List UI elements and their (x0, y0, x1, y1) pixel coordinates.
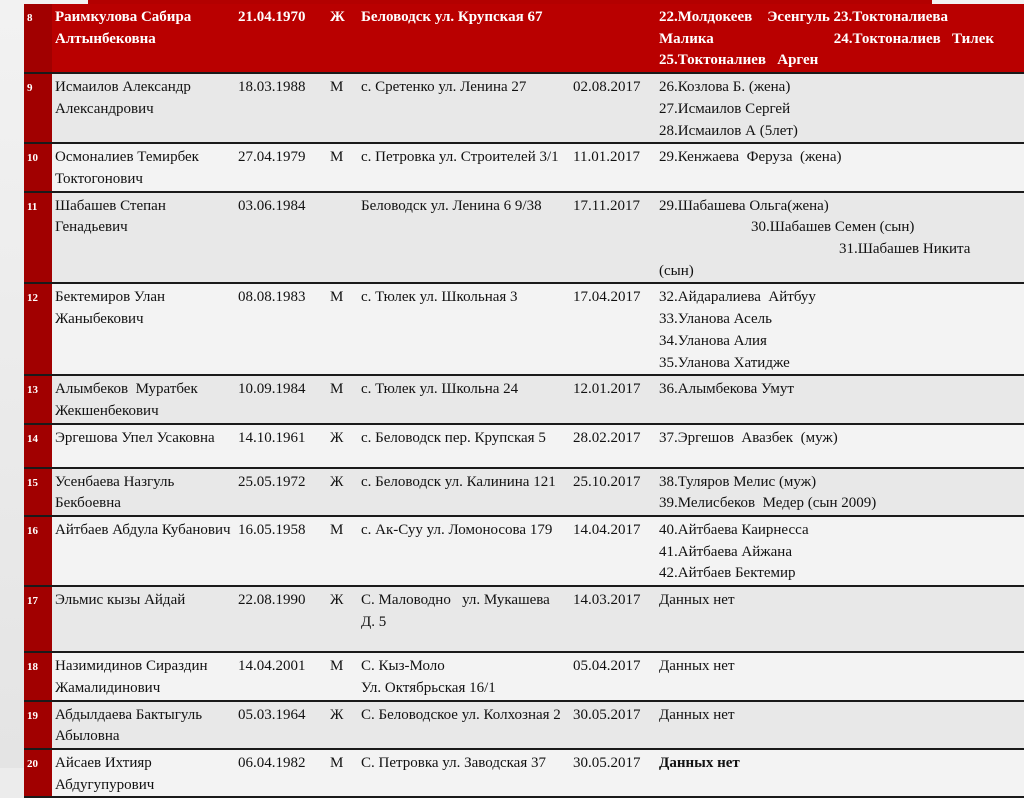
relative-entry: (сын) (659, 262, 694, 279)
relatives-cell (656, 283, 1024, 375)
row-number: 18 (24, 652, 52, 700)
birth-date-cell: 14.04.2001 (235, 652, 327, 700)
relative-entry: Данных нет (659, 592, 735, 609)
address-cell: с. Петровка ул. Строителей 3/1 (358, 143, 570, 191)
date-cell: 14.03.2017 (570, 586, 656, 652)
date-cell: 28.02.2017 (570, 424, 656, 468)
date-cell: 17.04.2017 (570, 283, 656, 375)
date-cell: 30.05.2017 (570, 701, 656, 749)
row-number: 19 (24, 701, 52, 749)
relative-entry: 30.Шабашев Семен (сын) (751, 219, 915, 236)
relative-entry: Данных нет (659, 706, 735, 723)
table-row (24, 143, 1024, 191)
address-cell: с. Беловодск ул. Калинина 121 (358, 468, 570, 516)
sex-cell: М (327, 73, 358, 143)
birth-date-cell: 22.08.1990 (235, 586, 327, 652)
table-row (24, 468, 1024, 516)
relative-entry: 22.Молдокеев Эсенгуль 23.Токтоналиева (659, 9, 949, 25)
sex-cell: Ж (327, 424, 358, 468)
date-cell: 02.08.2017 (570, 73, 656, 143)
birth-date-cell: 03.06.1984 (235, 192, 327, 284)
table-row (24, 375, 1024, 423)
row-number: 8 (24, 4, 52, 73)
birth-date-cell: 25.05.1972 (235, 468, 327, 516)
row-number: 9 (24, 73, 52, 143)
relative-entry: 41.Айтбаева Айжана (659, 543, 792, 560)
table-row (24, 4, 1024, 73)
row-number: 12 (24, 283, 52, 375)
address-cell: с. Ак-Суу ул. Ломоносова 179 (358, 516, 570, 586)
relative-entry: 27.Исмаилов Сергей (659, 100, 791, 117)
row-number: 15 (24, 468, 52, 516)
sex-cell: Ж (327, 701, 358, 749)
relative-entry: 36.Алымбекова Умут (659, 381, 794, 398)
date-cell: 12.01.2017 (570, 375, 656, 423)
date-cell: 14.04.2017 (570, 516, 656, 586)
full-name-cell: Бектемиров Улан Жаныбекович (52, 283, 235, 375)
persons-table (24, 4, 1024, 798)
sex-cell: М (327, 749, 358, 797)
address-cell: Беловодск ул. Крупская 67 (358, 4, 570, 73)
sex-cell: М (327, 516, 358, 586)
table-row (24, 73, 1024, 143)
sex-cell (327, 192, 358, 284)
relative-entry: 28.Исмаилов А (5лет) (659, 122, 798, 139)
birth-date-cell: 05.03.1964 (235, 701, 327, 749)
relative-entry: 42.Айтбаев Бектемир (659, 565, 796, 582)
relatives-cell (656, 375, 1024, 423)
sex-cell: Ж (327, 586, 358, 652)
birth-date-cell: 21.04.1970 (235, 4, 327, 73)
sex-cell: М (327, 652, 358, 700)
full-name-cell: Алымбеков Муратбек Жекшенбекович (52, 375, 235, 423)
relative-entry: 33.Уланова Асель (659, 311, 772, 328)
row-number: 13 (24, 375, 52, 423)
full-name-cell: Айсаев Ихтияр Абдугупурович (52, 749, 235, 797)
row-number: 16 (24, 516, 52, 586)
relatives-cell (656, 4, 1024, 73)
relatives-cell (656, 143, 1024, 191)
sex-cell: М (327, 143, 358, 191)
table-row (24, 586, 1024, 652)
address-cell: С. Беловодское ул. Колхозная 2 (358, 701, 570, 749)
relative-entry: 29.Шабашева Ольга(жена) (659, 197, 829, 214)
full-name-cell: Эльмис кызы Айдай (52, 586, 235, 652)
relative-entry: 32.Айдаралиева Айтбуу (659, 289, 816, 306)
sex-cell: М (327, 283, 358, 375)
date-cell: 11.01.2017 (570, 143, 656, 191)
full-name-cell: Усенбаева Назгуль Бекбоевна (52, 468, 235, 516)
relatives-cell (656, 701, 1024, 749)
table-body (24, 4, 1024, 797)
relatives-cell (656, 73, 1024, 143)
address-cell: с. Тюлек ул. Школьна 24 (358, 375, 570, 423)
relatives-cell (656, 652, 1024, 700)
address-cell: С. Петровка ул. Заводская 37 (358, 749, 570, 797)
row-number: 10 (24, 143, 52, 191)
relative-entry: 34.Уланова Алия (659, 332, 767, 349)
relative-entry: 37.Эргешов Авазбек (муж) (659, 429, 838, 446)
relative-entry: 31.Шабашев Никита (839, 241, 971, 258)
birth-date-cell: 18.03.1988 (235, 73, 327, 143)
relatives-cell (656, 424, 1024, 468)
date-cell: 17.11.2017 (570, 192, 656, 284)
relative-entry: Малика 24.Токтоналиев Тилек (659, 30, 994, 47)
relative-entry: 38.Туляров Мелис (муж) (659, 473, 817, 490)
row-number: 17 (24, 586, 52, 652)
date-cell (570, 4, 656, 73)
relative-entry: 40.Айтбаева Каирнесса (659, 522, 809, 539)
date-cell: 05.04.2017 (570, 652, 656, 700)
relative-entry: 26.Козлова Б. (жена) (659, 79, 791, 96)
address-cell: Беловодск ул. Ленина 6 9/38 (358, 192, 570, 284)
table-row (24, 749, 1024, 797)
relatives-cell (656, 516, 1024, 586)
birth-date-cell: 27.04.1979 (235, 143, 327, 191)
row-number: 11 (24, 192, 52, 284)
full-name-cell: Назимидинов Сираздин Жамалидинович (52, 652, 235, 700)
relatives-cell (656, 586, 1024, 652)
date-cell: 30.05.2017 (570, 749, 656, 797)
address-cell: С. Кыз-Моло Ул. Октябрьская 16/1 (358, 652, 570, 700)
full-name-cell: Шабашев Степан Генадьевич (52, 192, 235, 284)
full-name-cell: Осмоналиев Темирбек Токтогонович (52, 143, 235, 191)
relative-entry: Данных нет (659, 658, 735, 675)
address-cell: с. Беловодск пер. Крупская 5 (358, 424, 570, 468)
birth-date-cell: 14.10.1961 (235, 424, 327, 468)
relative-entry: 39.Мелисбеков Медер (сын 2009) (659, 495, 877, 512)
birth-date-cell: 10.09.1984 (235, 375, 327, 423)
table-row (24, 701, 1024, 749)
address-cell: с. Сретенко ул. Ленина 27 (358, 73, 570, 143)
relatives-cell (656, 192, 1024, 284)
table-row (24, 516, 1024, 586)
table-row (24, 283, 1024, 375)
full-name-cell: Раимкулова Сабира Алтынбековна (52, 4, 235, 73)
address-cell: с. Тюлек ул. Школьная 3 (358, 283, 570, 375)
table-row (24, 424, 1024, 468)
relative-entry: 35.Уланова Хатидже (659, 354, 790, 371)
sex-cell: Ж (327, 4, 358, 73)
address-cell: С. Маловодно ул. Мукашева Д. 5 (358, 586, 570, 652)
date-cell: 25.10.2017 (570, 468, 656, 516)
full-name-cell: Айтбаев Абдула Кубанович (52, 516, 235, 586)
full-name-cell: Абдылдаева Бактыгуль Абыловна (52, 701, 235, 749)
relative-entry: Данных нет (659, 754, 740, 771)
relatives-cell (656, 749, 1024, 797)
full-name-cell: Исмаилов Александр Александрович (52, 73, 235, 143)
row-number: 20 (24, 749, 52, 797)
sex-cell: М (327, 375, 358, 423)
table-row (24, 192, 1024, 284)
full-name-cell: Эргешова Упел Усаковна (52, 424, 235, 468)
table-row (24, 652, 1024, 700)
relatives-cell (656, 468, 1024, 516)
birth-date-cell: 06.04.1982 (235, 749, 327, 797)
birth-date-cell: 08.08.1983 (235, 283, 327, 375)
relative-entry: 25.Токтоналиев Арген (659, 52, 819, 69)
sex-cell: Ж (327, 468, 358, 516)
row-number: 14 (24, 424, 52, 468)
birth-date-cell: 16.05.1958 (235, 516, 327, 586)
persons-table-container (24, 4, 1024, 798)
relative-entry: 29.Кенжаева Феруза (жена) (659, 149, 842, 166)
